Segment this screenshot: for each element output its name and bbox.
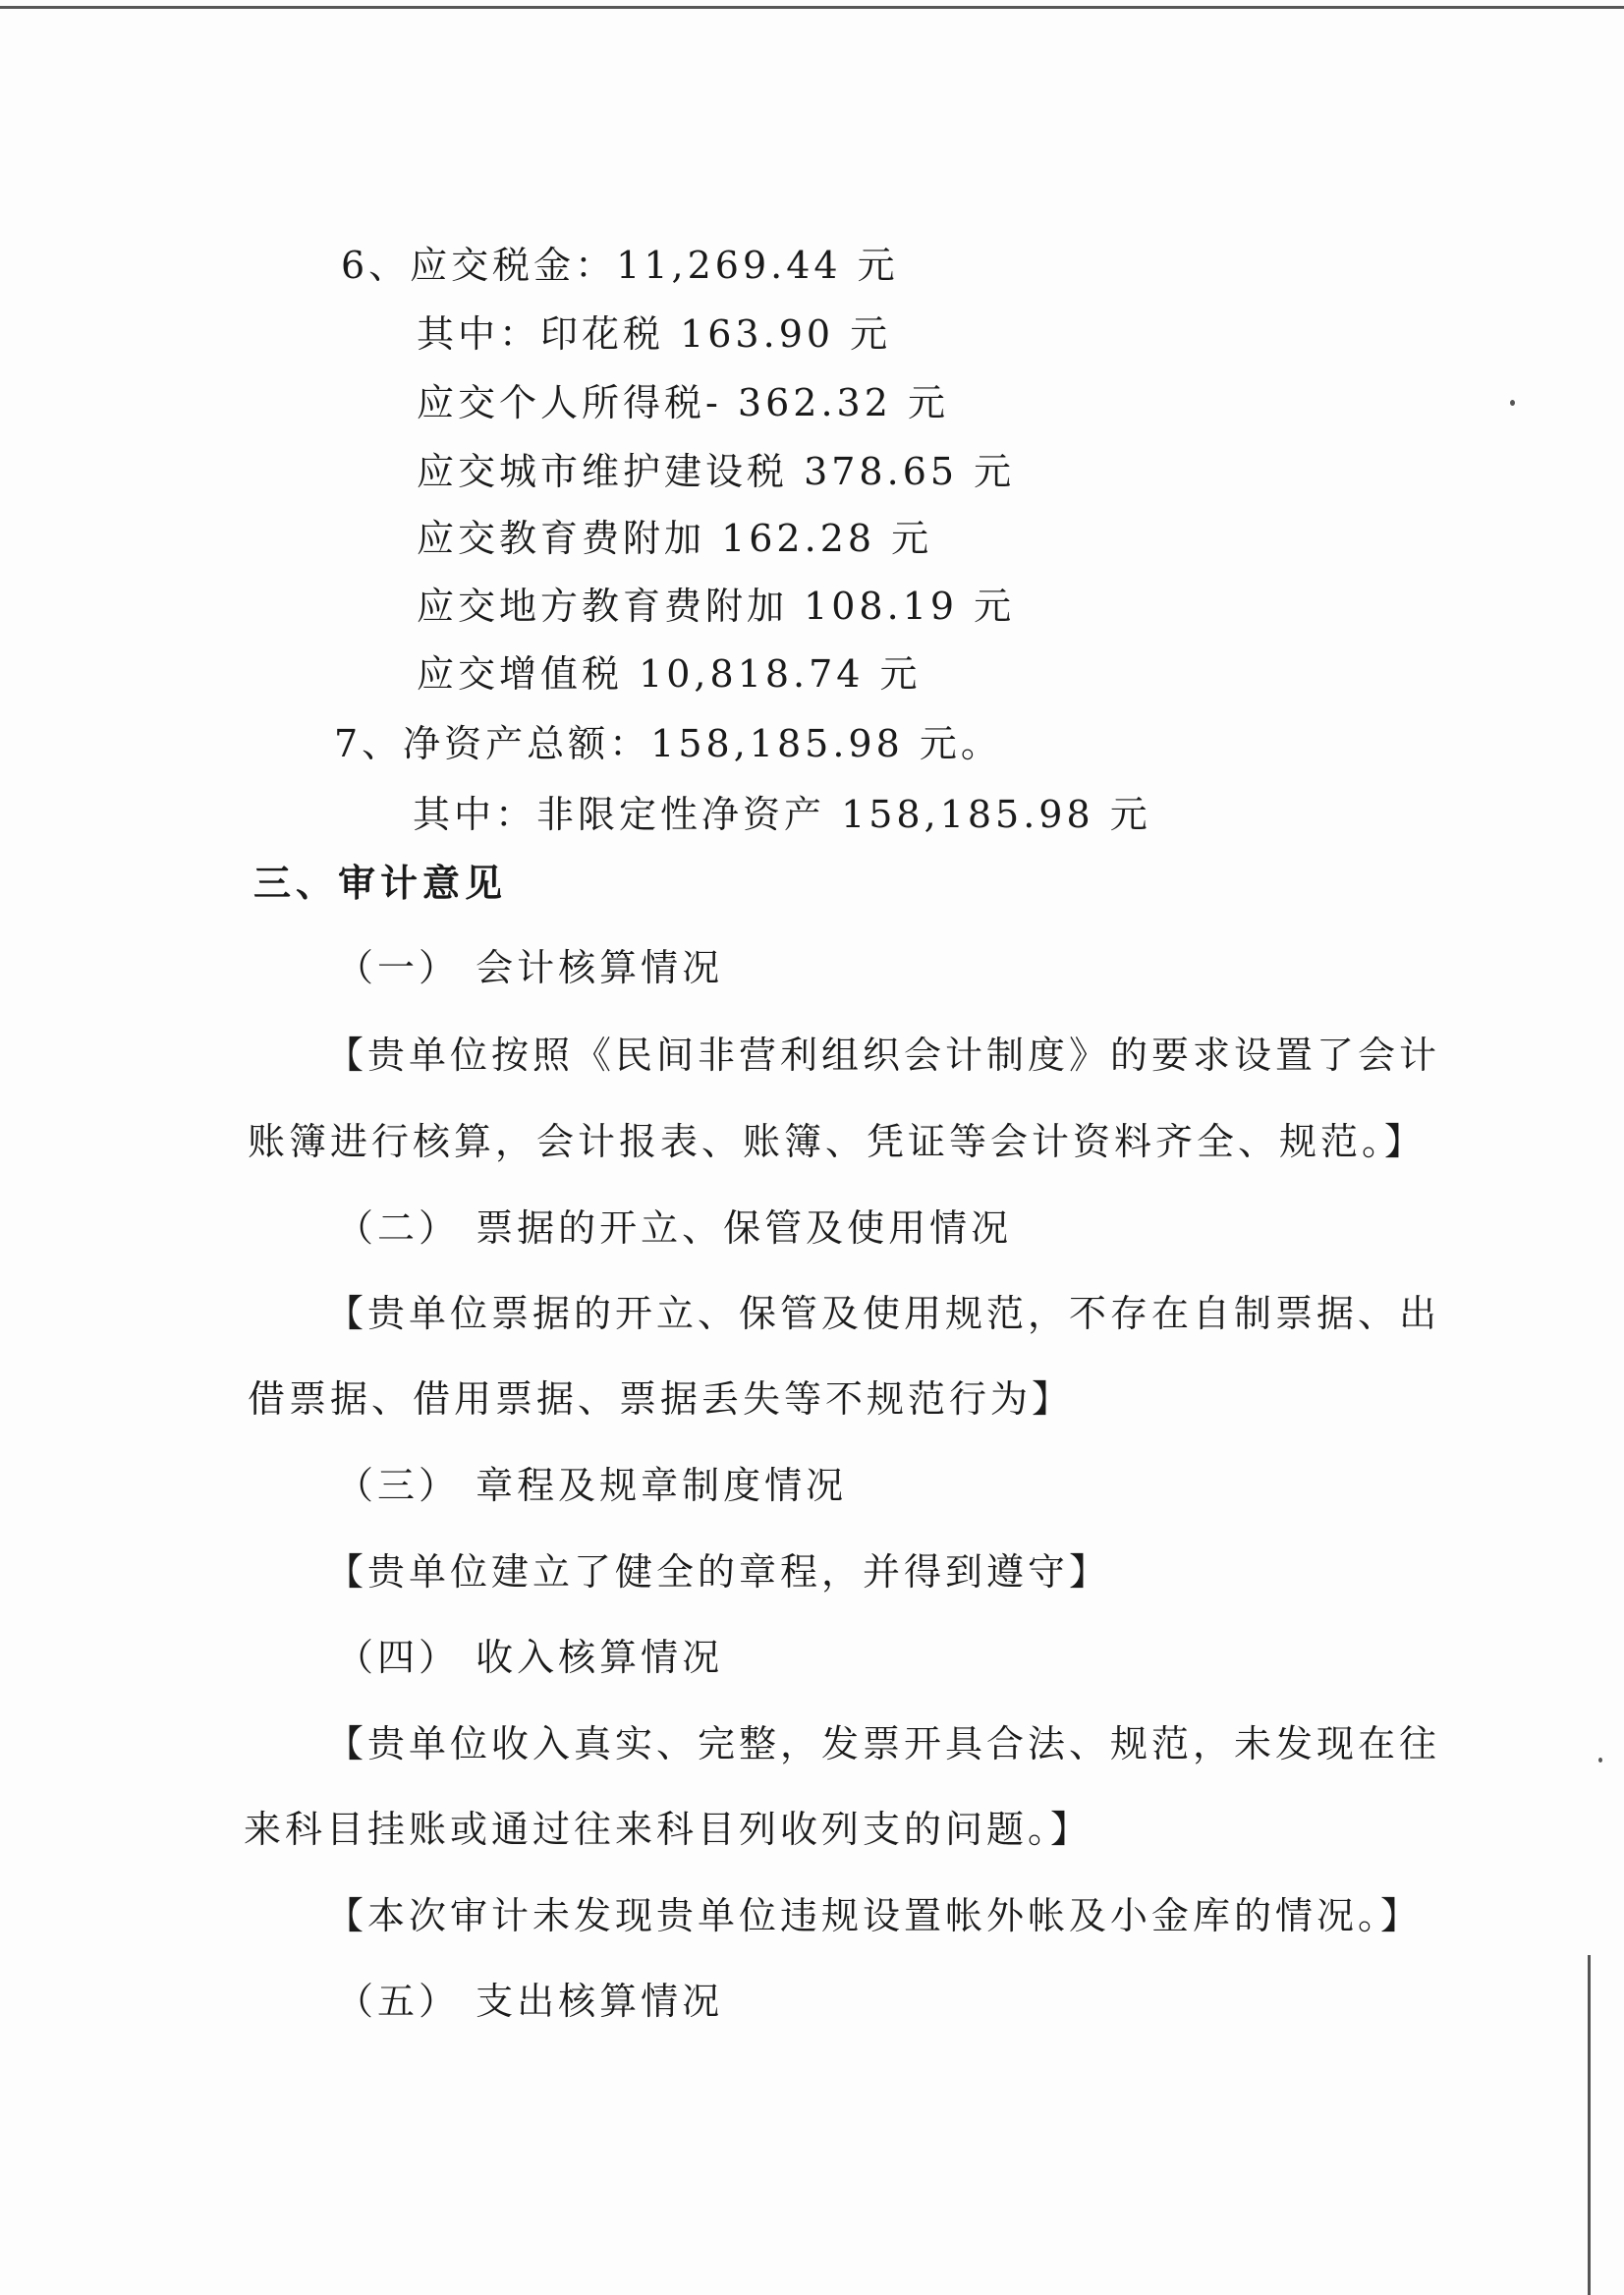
unrestricted-net-assets-line: 其中：非限定性净资产 158,185.98 元 [413, 793, 1151, 836]
subheading-income: （四） 收入核算情况 [336, 1636, 724, 1679]
section-heading-audit-opinion: 三、审计意见 [253, 861, 508, 905]
paragraph-slush-fund: 【本次审计未发现贵单位违规设置帐外帐及小金库的情况。】 [326, 1894, 1423, 1937]
paragraph-accounting-2: 账簿进行核算，会计报表、账簿、凭证等会计资料齐全、规范。】 [248, 1120, 1427, 1163]
income-tax-line: 应交个人所得税- 362.32 元 [417, 381, 949, 424]
paragraph-invoices-2: 借票据、借用票据、票据丢失等不规范行为】 [248, 1377, 1074, 1421]
paragraph-income-2: 来科目挂账或通过往来科目列收列支的问题。】 [244, 1808, 1092, 1851]
subheading-invoices: （二） 票据的开立、保管及使用情况 [336, 1206, 1013, 1250]
subheading-expenditure: （五） 支出核算情况 [336, 1980, 724, 2023]
subheading-accounting: （一） 会计核算情况 [336, 946, 724, 989]
urban-tax-line: 应交城市维护建设税 378.65 元 [417, 450, 1016, 493]
net-assets-line: 7、净资产总额：158,185.98 元。 [334, 722, 1002, 765]
paragraph-invoices-1: 【贵单位票据的开立、保管及使用规范，不存在自制票据、出 [326, 1292, 1441, 1335]
subheading-charter: （三） 章程及规章制度情况 [336, 1464, 848, 1507]
paragraph-accounting-1: 【贵单位按照《民间非营利组织会计制度》的要求设置了会计 [326, 1034, 1441, 1077]
tax-total-line: 6、应交税金：11,269.44 元 [341, 244, 899, 287]
scan-right-edge [1588, 1955, 1591, 2295]
paragraph-charter: 【贵单位建立了健全的章程，并得到遵守】 [326, 1550, 1111, 1594]
scan-speck [1598, 1758, 1602, 1763]
education-surcharge-line: 应交教育费附加 162.28 元 [417, 517, 933, 560]
scan-top-edge [0, 0, 1624, 10]
scan-speck [1510, 400, 1515, 406]
stamp-tax-line: 其中：印花税 163.90 元 [417, 312, 892, 356]
local-education-surcharge-line: 应交地方教育费附加 108.19 元 [417, 585, 1016, 628]
vat-line: 应交增值税 10,818.74 元 [417, 652, 922, 696]
paragraph-income-1: 【贵单位收入真实、完整，发票开具合法、规范，未发现在往 [326, 1722, 1441, 1765]
